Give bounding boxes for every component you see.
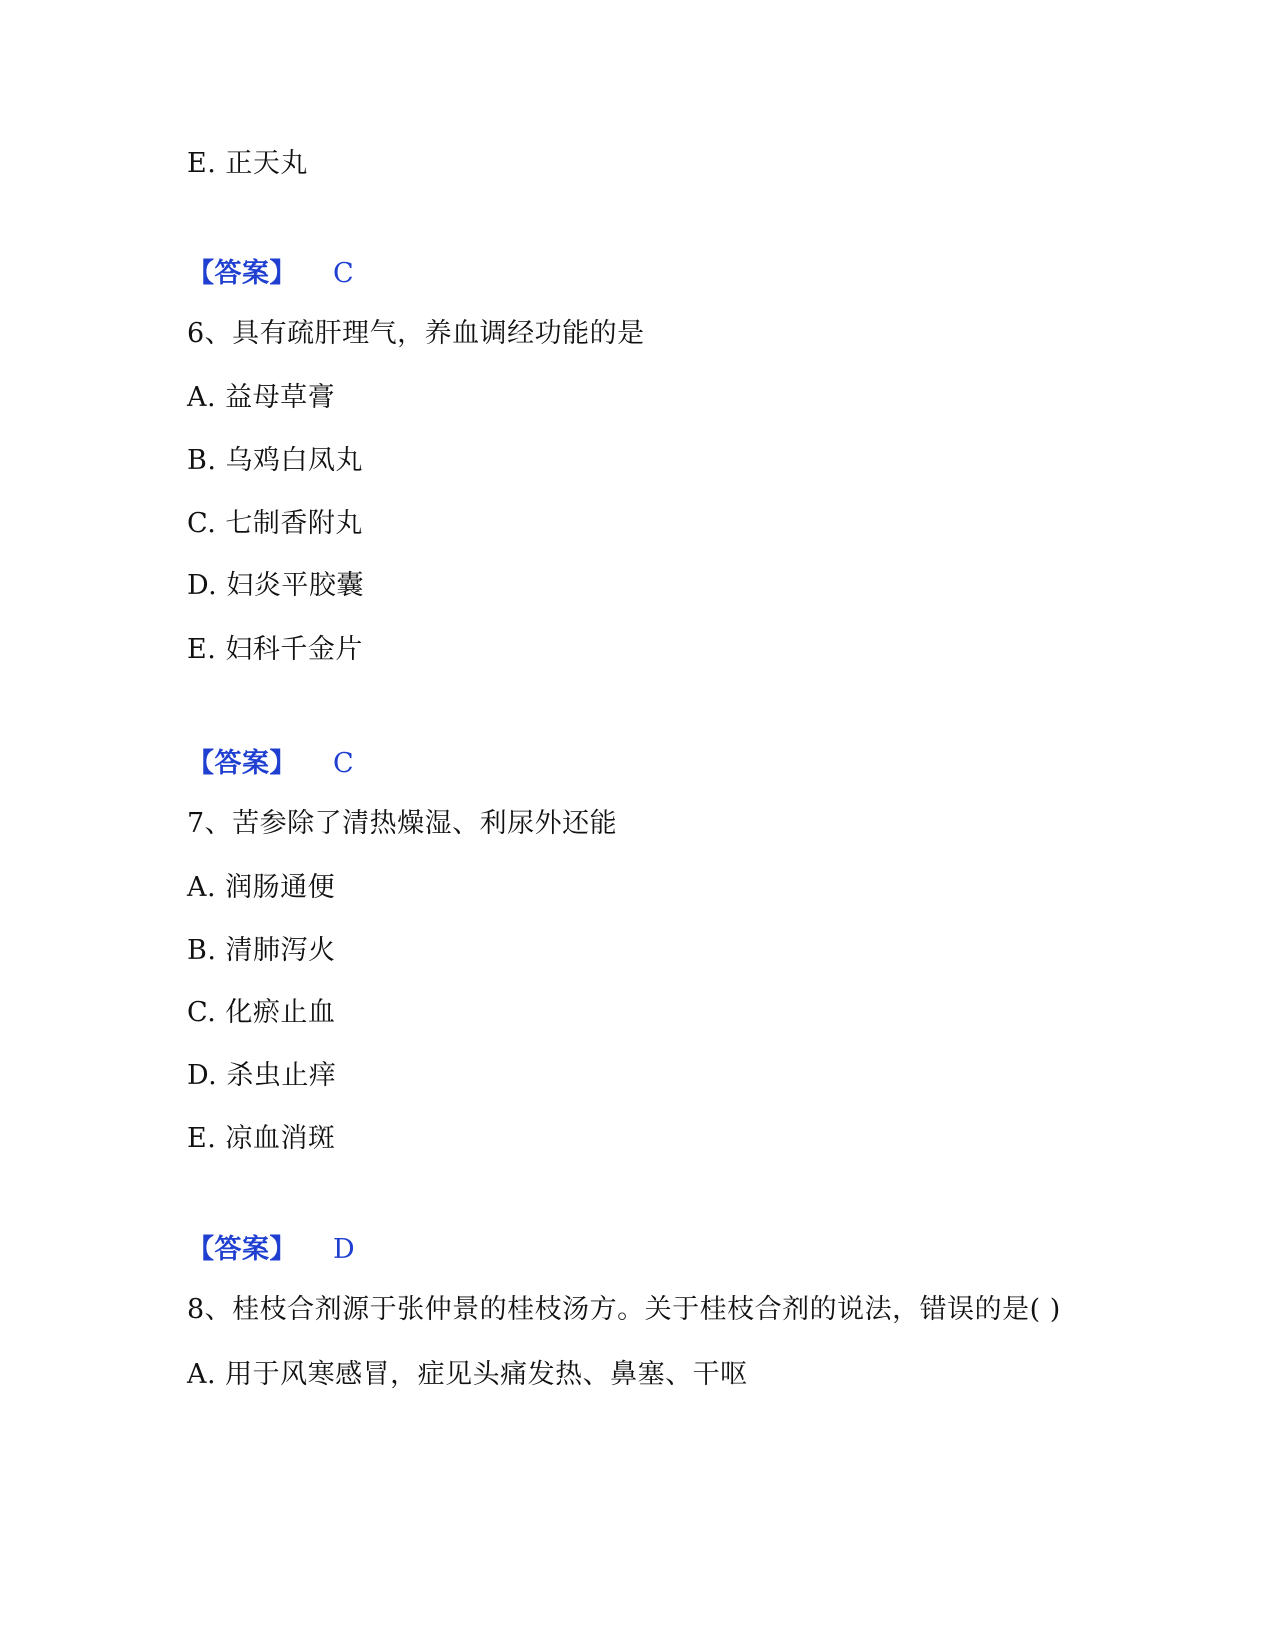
answer-value: C	[333, 258, 355, 289]
q6-option-c: C. 七制香附丸	[187, 508, 363, 539]
q6-option-d: D. 妇炎平胶囊	[187, 570, 364, 601]
answer-label: 【答案】	[187, 258, 297, 289]
answer-label: 【答案】	[187, 1234, 297, 1265]
q6-option-e: E. 妇科千金片	[187, 634, 363, 665]
answer-value: D	[333, 1234, 356, 1265]
q7-option-c: C. 化瘀止血	[187, 997, 336, 1028]
q7-option-a: A. 润肠通便	[187, 872, 336, 903]
q6-option-a: A. 益母草膏	[187, 382, 336, 413]
q8-option-a: A. 用于风寒感冒，症见头痛发热、鼻塞、干呕	[187, 1359, 748, 1390]
answer-label: 【答案】	[187, 748, 297, 779]
q6-answer-row	[187, 746, 354, 782]
prev-option-e: E. 正天丸	[187, 148, 308, 179]
q7-option-e: E. 凉血消斑	[187, 1123, 336, 1154]
q7-option-d: D. 杀虫止痒	[187, 1060, 337, 1091]
q8-stem: 8、桂枝合剂源于张仲景的桂枝汤方。关于桂枝合剂的说法，错误的是( )	[187, 1294, 1061, 1325]
q6-stem: 6、具有疏肝理气，养血调经功能的是	[187, 318, 645, 349]
prev-answer-row	[187, 256, 354, 292]
answer-value: C	[333, 748, 355, 779]
q7-stem: 7、苦参除了清热燥湿、利尿外还能	[187, 808, 618, 839]
q7-answer-row	[187, 1232, 355, 1268]
q7-option-b: B. 清肺泻火	[187, 935, 336, 966]
q6-option-b: B. 乌鸡白凤丸	[187, 445, 364, 476]
